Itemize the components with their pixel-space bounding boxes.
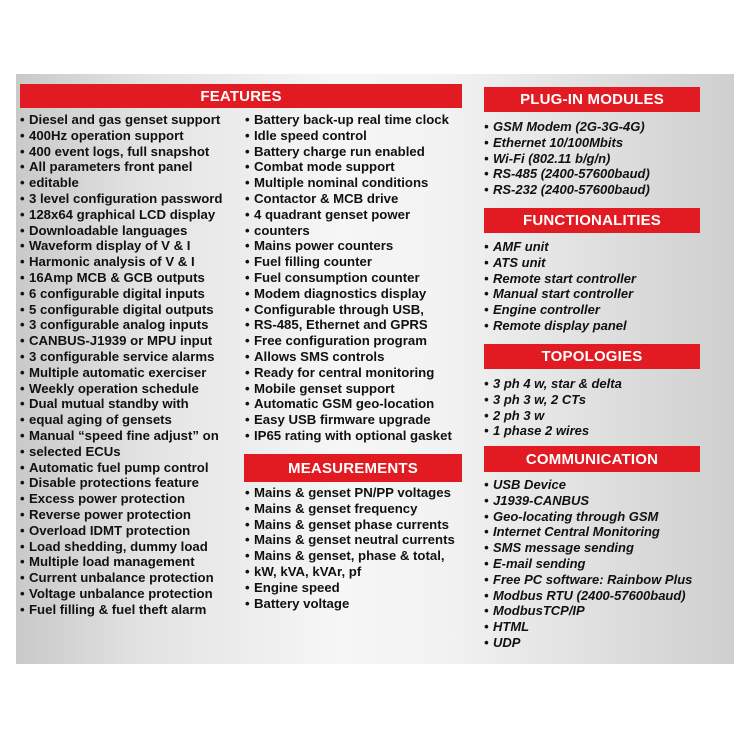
list-item: • Mains & genset, phase & total, [245,548,485,564]
list-item: • 3 configurable service alarms [20,349,252,365]
list-item: • Idle speed control [245,128,485,144]
topologies-header: TOPOLOGIES [484,344,700,369]
features-list-right [245,112,485,444]
list-item: • Multiple load management [20,554,252,570]
list-item: • selected ECUs [20,444,252,460]
list-item: • Downloadable languages [20,223,252,239]
list-item: • Fuel filling counter [245,254,485,270]
list-item: • Multiple nominal conditions [245,175,485,191]
communication-header: COMMUNICATION [484,446,700,472]
list-item: • RS-232 (2400-57600baud) [484,182,724,198]
list-item: • Reverse power protection [20,507,252,523]
list-item: • Modem diagnostics display [245,286,485,302]
list-item: • Mobile genset support [245,381,485,397]
list-item: • J1939-CANBUS [484,493,724,509]
list-item: • Mains & genset frequency [245,501,485,517]
list-item: • Manual “speed fine adjust” on [20,428,252,444]
list-item: • 4 quadrant genset power [245,207,485,223]
list-item: • 2 ph 3 w [484,408,724,424]
list-item: • Wi-Fi (802.11 b/g/n) [484,151,724,167]
communication-list [484,477,724,651]
list-item: • Geo-locating through GSM [484,509,724,525]
list-item: • USB Device [484,477,724,493]
functionalities-list [484,239,724,334]
list-item: • Excess power protection [20,491,252,507]
list-item: • Remote start controller [484,271,724,287]
list-item: • ModbusTCP/IP [484,603,724,619]
list-item: • Voltage unbalance protection [20,586,252,602]
list-item: • Current unbalance protection [20,570,252,586]
list-item: • Dual mutual standby with [20,396,252,412]
list-item: • Free configuration program [245,333,485,349]
list-item: • 128x64 graphical LCD display [20,207,252,223]
list-item: • equal aging of gensets [20,412,252,428]
list-item: • Remote display panel [484,318,724,334]
list-item: • Mains power counters [245,238,485,254]
list-item: • Harmonic analysis of V & I [20,254,252,270]
list-item: • 1 phase 2 wires [484,423,724,439]
list-item: • Waveform display of V & I [20,238,252,254]
list-item: • Disable protections feature [20,475,252,491]
list-item: • Allows SMS controls [245,349,485,365]
list-item: • Automatic fuel pump control [20,460,252,476]
list-item: • UDP [484,635,724,651]
list-item: • 16Amp MCB & GCB outputs [20,270,252,286]
list-item: • Weekly operation schedule [20,381,252,397]
list-item: • IP65 rating with optional gasket [245,428,485,444]
list-item: • Mains & genset neutral currents [245,532,485,548]
list-item: • CANBUS-J1939 or MPU input [20,333,252,349]
plugin-modules-list [484,119,724,198]
list-item: • Automatic GSM geo-location [245,396,485,412]
list-item: • Combat mode support [245,159,485,175]
list-item: • Engine controller [484,302,724,318]
measurements-list [245,485,485,611]
list-item: • All parameters front panel [20,159,252,175]
topologies-list [484,376,724,439]
list-item: • Free PC software: Rainbow Plus [484,572,724,588]
list-item: • 5 configurable digital outputs [20,302,252,318]
list-item: • editable [20,175,252,191]
list-item: • 3 ph 3 w, 2 CTs [484,392,724,408]
list-item: • Fuel filling & fuel theft alarm [20,602,252,618]
list-item: • 6 configurable digital inputs [20,286,252,302]
list-item: • SMS message sending [484,540,724,556]
list-item: • Multiple automatic exerciser [20,365,252,381]
list-item: • 400Hz operation support [20,128,252,144]
list-item: • Battery charge run enabled [245,144,485,160]
list-item: • Battery back-up real time clock [245,112,485,128]
spec-panel [16,74,734,664]
list-item: • Mains & genset phase currents [245,517,485,533]
list-item: • 400 event logs, full snapshot [20,144,252,160]
list-item: • 3 ph 4 w, star & delta [484,376,724,392]
list-item: • E-mail sending [484,556,724,572]
list-item: • Engine speed [245,580,485,596]
list-item: • Diesel and gas genset support [20,112,252,128]
list-item: • Configurable through USB, [245,302,485,318]
list-item: • Ready for central monitoring [245,365,485,381]
list-item: • counters [245,223,485,239]
list-item: • Ethernet 10/100Mbits [484,135,724,151]
plugin-modules-header: PLUG-IN MODULES [484,87,700,112]
list-item: • Contactor & MCB drive [245,191,485,207]
list-item: • Battery voltage [245,596,485,612]
measurements-header: MEASUREMENTS [244,454,462,482]
list-item: • Mains & genset PN/PP voltages [245,485,485,501]
list-item: • Easy USB firmware upgrade [245,412,485,428]
list-item: • Fuel consumption counter [245,270,485,286]
features-list-left [20,112,252,618]
list-item: • ATS unit [484,255,724,271]
list-item: • Overload IDMT protection [20,523,252,539]
features-header: FEATURES [20,84,462,108]
list-item: • 3 level configuration password [20,191,252,207]
list-item: • 3 configurable analog inputs [20,317,252,333]
list-item: • AMF unit [484,239,724,255]
list-item: • kW, kVA, kVAr, pf [245,564,485,580]
functionalities-header: FUNCTIONALITIES [484,208,700,233]
list-item: • RS-485 (2400-57600baud) [484,166,724,182]
list-item: • Load shedding, dummy load [20,539,252,555]
list-item: • Internet Central Monitoring [484,524,724,540]
list-item: • Manual start controller [484,286,724,302]
list-item: • Modbus RTU (2400-57600baud) [484,588,724,604]
list-item: • HTML [484,619,724,635]
list-item: • RS-485, Ethernet and GPRS [245,317,485,333]
list-item: • GSM Modem (2G-3G-4G) [484,119,724,135]
